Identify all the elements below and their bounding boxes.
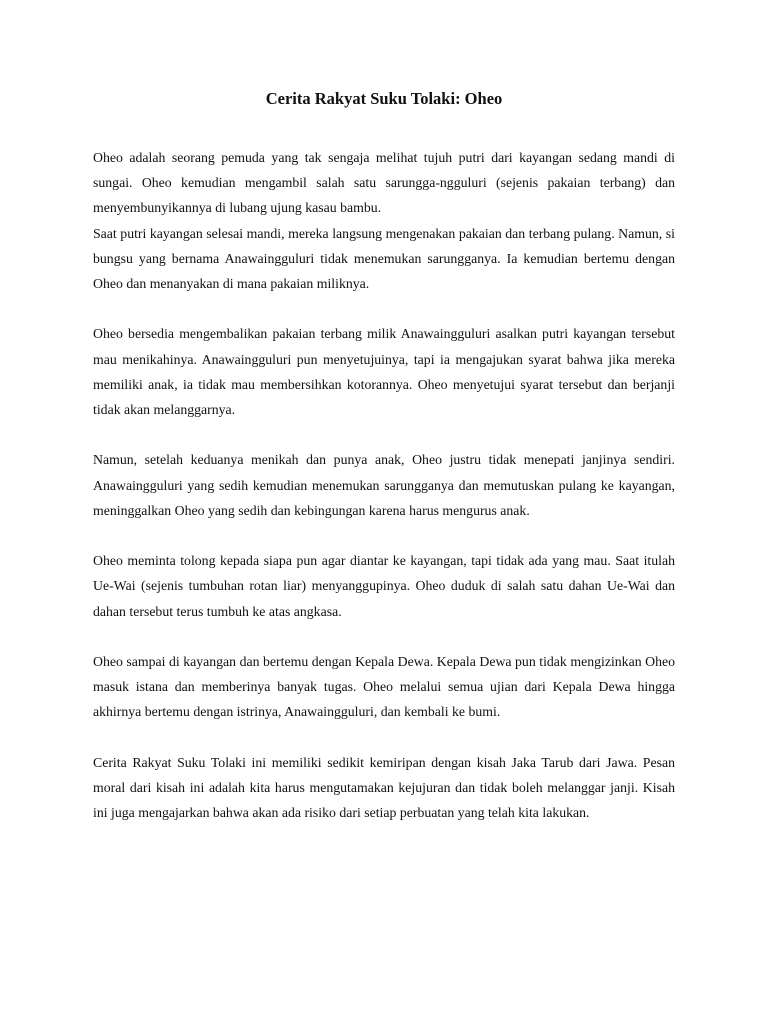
paragraph-3: Oheo bersedia mengembalikan pakaian terbang milik Anawaingguluri asalkan putri kayangan tersebut mau menikahinya. Anawaingguluri pun menyetujuinya, tapi ia mengajukan syarat bahwa jika mereka memiliki anak, ia tidak mau membersihkan kotorannya. Oheo menyetujui syarat tersebut dan berjanji tidak akan melanggarnya. bbox=[93, 326, 675, 418]
paragraph-2: Saat putri kayangan selesai mandi, mereka langsung mengenakan pakaian dan terbang pulang. Namun, si bungsu yang bernama Anawaingguluri tidak menemukan sarungganya. Ia kemudian bertemu dengan Oheo dan menanyakan di mana pakaian miliknya. bbox=[93, 225, 675, 292]
document-title: Cerita Rakyat Suku Tolaki: Oheo bbox=[265, 89, 503, 108]
paragraph-1: Oheo adalah seorang pemuda yang tak sengaja melihat tujuh putri dari kayangan sedang mandi di sungai. Oheo kemudian mengambil salah satu sarungga-ngguluri (sejenis pakaian terbang) dan menyembunyikannya di lubang ujung kasau bambu. bbox=[93, 150, 675, 216]
paragraph-5: Oheo meminta tolong kepada siapa pun agar diantar ke kayangan, tapi tidak ada yang mau. Saat itulah Ue-Wai (sejenis tumbuhan rotan liar) menyanggupinya. Oheo duduk di salah satu dahan Ue-Wai dan dahan tersebut terus tumbuh ke atas angkasa. bbox=[93, 553, 675, 619]
paragraph-6: Oheo sampai di kayangan dan bertemu dengan Kepala Dewa. Kepala Dewa pun tidak mengizinkan Oheo masuk istana dan memberinya banyak tugas. Oheo melalui semua ujian dari Kepala Dewa hingga akhirnya bertemu dengan istrinya, Anawaingguluri, dan kembali ke bumi. bbox=[93, 654, 675, 720]
paragraph-4: Namun, setelah keduanya menikah dan punya anak, Oheo justru tidak menepati janjinya sendiri. Anawaingguluri yang sedih kemudian menemukan sarungganya dan memutuskan pulang ke kayangan, meninggalkan Oheo yang sedih dan kebingungan karena harus mengurus anak. bbox=[93, 452, 675, 518]
paragraph-7: Cerita Rakyat Suku Tolaki ini memiliki sedikit kemiripan dengan kisah Jaka Tarub dari Jawa. Pesan moral dari kisah ini adalah kita harus mengutamakan kejujuran dan tidak boleh melanggar janji. Kisah ini juga mengajarkan bahwa akan ada risiko dari setiap perbuatan yang telah kita lakukan. bbox=[93, 754, 675, 821]
document-body bbox=[93, 145, 675, 825]
